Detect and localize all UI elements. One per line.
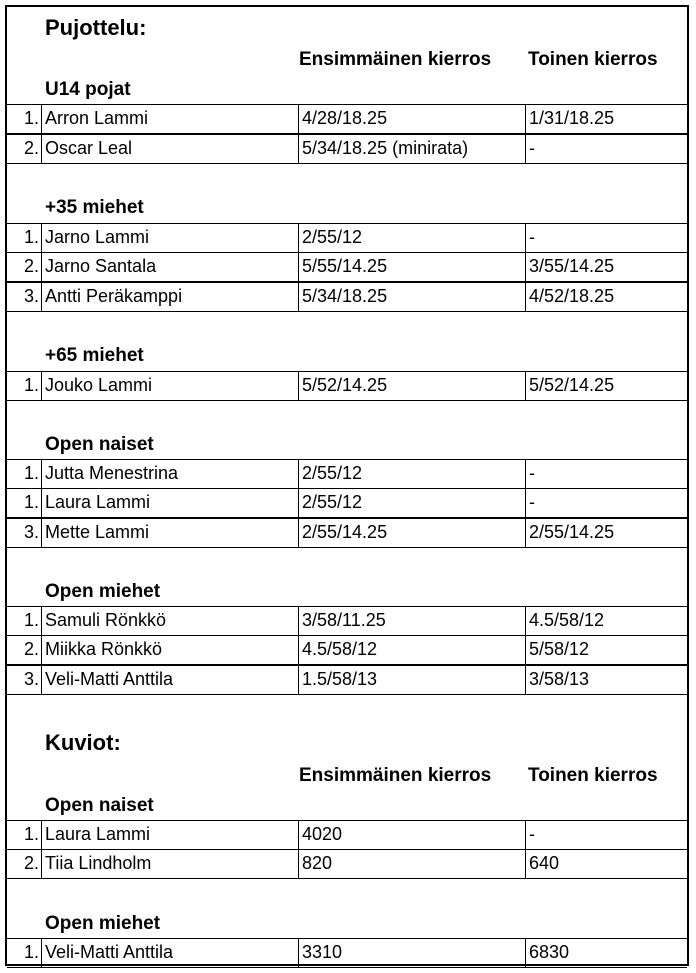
column-header-row [7, 45, 687, 75]
name-cell: Samuli Rönkkö [41, 606, 298, 636]
rank-cell: 1. [7, 488, 41, 518]
second-round-cell: 5/58/12 [525, 635, 687, 665]
second-round-cell: - [525, 459, 687, 489]
first-round-cell: 3310 [298, 938, 525, 968]
name-cell: Oscar Leal [41, 134, 298, 164]
group-header-row [7, 909, 687, 939]
first-round-cell: 3/58/11.25 [298, 606, 525, 636]
results-sheet [5, 5, 689, 966]
second-round-cell: 1/31/18.25 [525, 104, 687, 134]
rank-cell: 3. [7, 282, 41, 312]
name-cell: Laura Lammi [41, 488, 298, 518]
first-round-cell: 820 [298, 849, 525, 879]
rank-cell: 1. [7, 938, 41, 968]
second-round-cell: - [525, 134, 687, 164]
table-row [7, 134, 687, 164]
rank-cell: 2. [7, 252, 41, 282]
first-round-cell: 5/34/18.25 [298, 282, 525, 312]
first-round-cell: 5/52/14.25 [298, 371, 525, 401]
name-cell: Veli-Matti Anttila [41, 938, 298, 968]
name-cell: Miikka Rönkkö [41, 635, 298, 665]
name-cell: Laura Lammi [41, 820, 298, 850]
group-label: Open naiset [45, 434, 154, 455]
name-cell: Jouko Lammi [41, 371, 298, 401]
first-round-cell: 1.5/58/13 [298, 665, 525, 695]
second-round-cell: 5/52/14.25 [525, 371, 687, 401]
rank-cell: 1. [7, 104, 41, 134]
rank-cell: 2. [7, 849, 41, 879]
table-row [7, 459, 687, 489]
table-row [7, 938, 687, 968]
second-round-cell: - [525, 488, 687, 518]
group-label: +65 miehet [45, 345, 144, 366]
first-round-cell: 2/55/12 [298, 223, 525, 253]
rank-cell: 1. [7, 606, 41, 636]
second-round-cell: 6830 [525, 938, 687, 968]
second-round-cell: 2/55/14.25 [525, 518, 687, 548]
table-row [7, 665, 687, 695]
second-round-cell: - [525, 223, 687, 253]
second-round-cell: - [525, 820, 687, 850]
group-label: U14 pojat [45, 79, 131, 100]
table-row [7, 606, 687, 636]
first-round-cell: 2/55/12 [298, 459, 525, 489]
first-round-cell: 4/28/18.25 [298, 104, 525, 134]
first-round-cell: 4020 [298, 820, 525, 850]
table-row [7, 223, 687, 253]
rank-cell: 1. [7, 459, 41, 489]
group-label: Open miehet [45, 581, 161, 602]
rank-cell: 1. [7, 371, 41, 401]
table-row [7, 371, 687, 401]
table-row [7, 849, 687, 879]
second-round-cell: 640 [525, 849, 687, 879]
name-cell: Jarno Lammi [41, 223, 298, 253]
group-header-row [7, 75, 687, 105]
second-round-cell: 4.5/58/12 [525, 606, 687, 636]
rank-cell: 2. [7, 134, 41, 164]
group-label: Open naiset [45, 795, 154, 816]
rank-cell: 2. [7, 635, 41, 665]
name-cell: Mette Lammi [41, 518, 298, 548]
column-header-first-round: Ensimmäinen kierros [299, 49, 492, 70]
column-header-second-round: Toinen kierros [528, 765, 658, 786]
group-header-row [7, 193, 687, 223]
rank-cell: 3. [7, 665, 41, 695]
table-row [7, 104, 687, 134]
name-cell: Arron Lammi [41, 104, 298, 134]
first-round-cell: 5/34/18.25 (minirata) [298, 134, 525, 164]
second-round-cell: 4/52/18.25 [525, 282, 687, 312]
name-cell: Tiia Lindholm [41, 849, 298, 879]
rank-cell: 3. [7, 518, 41, 548]
group-label: +35 miehet [45, 197, 144, 218]
group-header-row [7, 341, 687, 371]
rank-cell: 1. [7, 820, 41, 850]
group-header-row [7, 430, 687, 460]
column-header-first-round: Ensimmäinen kierros [299, 765, 492, 786]
table-row [7, 518, 687, 548]
rank-cell: 1. [7, 223, 41, 253]
first-round-cell: 4.5/58/12 [298, 635, 525, 665]
group-header-row [7, 577, 687, 607]
first-round-cell: 2/55/12 [298, 488, 525, 518]
group-label: Open miehet [45, 913, 161, 934]
table-row [7, 252, 687, 282]
table-row [7, 635, 687, 665]
table-row [7, 488, 687, 518]
second-round-cell: 3/58/13 [525, 665, 687, 695]
table-row [7, 820, 687, 850]
column-header-second-round: Toinen kierros [528, 49, 658, 70]
section-title-pujottelu: Pujottelu: [45, 15, 147, 40]
name-cell: Jutta Menestrina [41, 459, 298, 489]
name-cell: Jarno Santala [41, 252, 298, 282]
section-title-kuviot: Kuviot: [45, 730, 121, 755]
column-header-row [7, 761, 687, 791]
name-cell: Veli-Matti Anttila [41, 665, 298, 695]
second-round-cell: 3/55/14.25 [525, 252, 687, 282]
group-header-row [7, 791, 687, 821]
first-round-cell: 2/55/14.25 [298, 518, 525, 548]
first-round-cell: 5/55/14.25 [298, 252, 525, 282]
table-row [7, 282, 687, 312]
name-cell: Antti Peräkamppi [41, 282, 298, 312]
